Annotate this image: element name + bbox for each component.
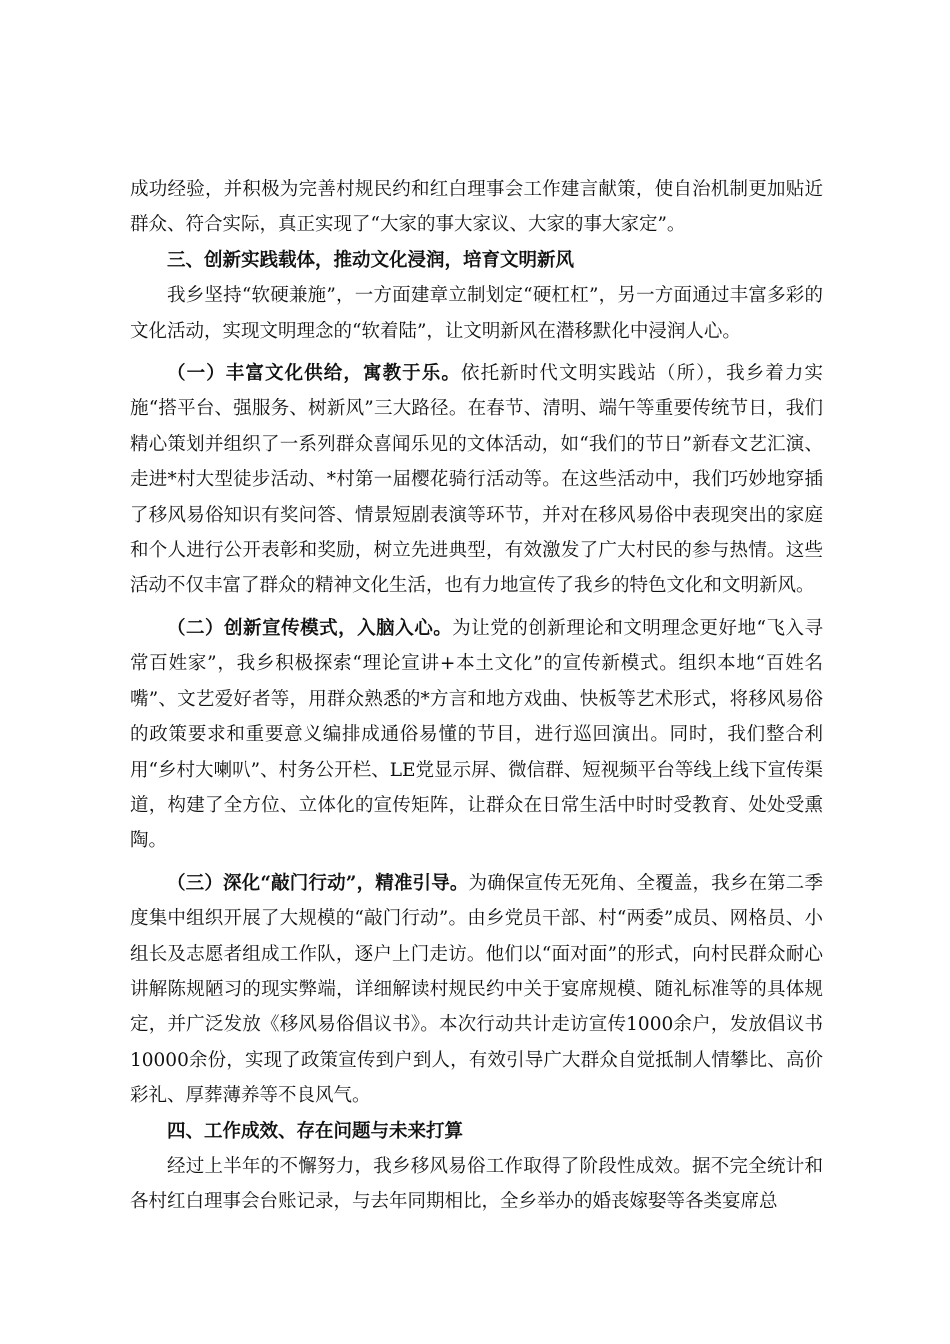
subsection-2-lead: （二）创新宣传模式，入脑入心。 [167, 617, 453, 639]
paragraph-subsection-2 [130, 611, 823, 859]
subsection-1-lead: （一）丰富文化供给，寓教于乐。 [167, 363, 461, 385]
subsection-1-text: 依托新时代文明实践站（所），我乡着力实施“搭平台、强服务、树新风”三大路径。在春节、清明、端午等重要传统节日，我们精心策划并组织了一系列群众喜闻乐见的文体活动，如“我们的节日”新春文艺汇演、走进*村大型徒步活动、*村第一届樱花骑行活动等。在这些活动中，我们巧妙地穿插了移风易俗知识有奖问答、情景短剧表演等环节，并对在移风易俗中表现突出的家庭和个人进行公开表彰和奖励，树立先进典型，有效激发了广大村民的参与热情。这些活动不仅丰富了群众的精神文化生活，也有力地宣传了我乡的特色文化和文明新风。 [130, 363, 823, 597]
section-heading-4: 四、工作成效、存在问题与未来打算 [167, 1120, 464, 1142]
paragraph-section-3-intro: 我乡坚持“软硬兼施”，一方面建章立制划定“硬杠杠”，另一方面通过丰富多彩的文化活动，实现文明理念的“软着陆”，让文明新风在潜移默化中浸润人心。 [130, 285, 823, 342]
section-heading-3: 三、创新实践载体，推动文化浸润，培育文明新风 [167, 249, 575, 271]
paragraph-subsection-3 [130, 866, 823, 1114]
paragraph-continuation: 成功经验，并积极为完善村规民约和红白理事会工作建言献策，使自治机制更加贴近群众、符合实际，真正实现了“大家的事大家议、大家的事大家定”。 [130, 179, 823, 236]
subsection-3-text: 为确保宣传无死角、全覆盖，我乡在第二季度集中组织开展了大规模的“敲门行动”。由乡党员干部、村“两委”成员、网格员、小组长及志愿者组成工作队，逐户上门走访。他们以“面对面”的形式，向村民群众耐心讲解陈规陋习的现实弊端，详细解读村规民约中关于宴席规模、随礼标准等的具体规定，并广泛发放《移风易俗倡议书》。本次行动共计走访宣传1000余户，发放倡议书10000余份，实现了政策宣传到户到人，有效引导广大群众自觉抵制人情攀比、高价彩礼、厚葬薄养等不良风气。 [130, 872, 823, 1107]
paragraph-section-4-intro: 经过上半年的不懈努力，我乡移风易俗工作取得了阶段性成效。据不完全统计和各村红白理事会台账记录，与去年同期相比，全乡举办的婚丧嫁娶等各类宴席总 [130, 1155, 823, 1213]
document-body [130, 172, 823, 1220]
subsection-2-text: 为让党的创新理论和文明理念更好地“飞入寻常百姓家”，我乡积极探索“理论宣讲+本土文化”的宣传新模式。组织本地“百姓名嘴”、文艺爱好者等，用群众熟悉的*方言和地方戏曲、快板等艺术形式，将移风易俗的政策要求和重要意义编排成通俗易懂的节目，进行巡回演出。同时，我们整合利用“乡村大喇叭”、村务公开栏、LE党显示屏、微信群、短视频平台等线上线下宣传渠道，构建了全方位、立体化的宣传矩阵，让群众在日常生活中时时受教育、处处受熏陶。 [130, 617, 823, 852]
subsection-3-lead: （三）深化“敲门行动”，精准引导。 [167, 872, 469, 894]
paragraph-subsection-1 [130, 356, 823, 604]
